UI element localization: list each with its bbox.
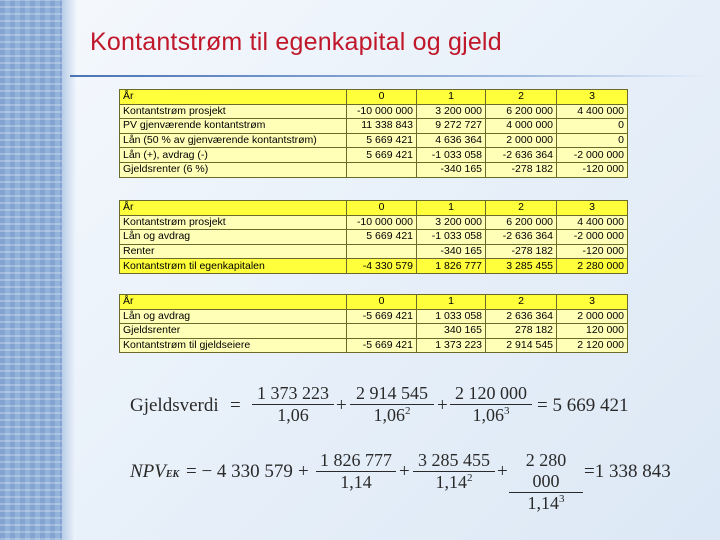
row-label: Kontantstrøm prosjekt	[120, 215, 347, 230]
stripe-fade	[62, 0, 76, 540]
table-total-row	[120, 338, 628, 353]
table-row	[120, 119, 628, 134]
table-row	[120, 324, 628, 339]
header-cell: 2	[486, 90, 557, 105]
cell-value: 3 285 455	[486, 259, 557, 274]
header-cell: 0	[347, 295, 417, 310]
header-cell: 0	[347, 90, 417, 105]
denominator: 1,06	[277, 405, 309, 425]
header-cell: 1	[417, 201, 486, 216]
row-label: PV gjenværende kontantstrøm	[120, 119, 347, 134]
row-label: Gjeldsrenter	[120, 324, 347, 339]
slide-title: Kontantstrøm til egenkapital og gjeld	[90, 28, 502, 56]
cell-value: -2 636 364	[486, 148, 557, 163]
numerator: 1 373 223	[252, 383, 334, 405]
fraction-term-2	[413, 450, 495, 493]
cell-value: 2 000 000	[486, 133, 557, 148]
cell-value: 4 400 000	[557, 104, 628, 119]
cell-value: 6 200 000	[486, 104, 557, 119]
left-decorative-stripe	[0, 0, 62, 540]
numerator: 2 914 545	[350, 383, 434, 405]
table-loan-schedule	[119, 89, 628, 178]
cell-value	[347, 162, 417, 177]
denominator: 1,14$^2$	[435, 472, 473, 492]
exponent: 2	[405, 405, 411, 417]
row-label: Lån og avdrag	[120, 309, 347, 324]
cell-value: -278 182	[486, 244, 557, 259]
subscript: EK	[165, 469, 180, 480]
cell-value: -1 033 058	[417, 230, 486, 245]
exponent: 3	[504, 405, 510, 417]
row-label: Kontantstrøm til egenkapitalen	[120, 259, 347, 274]
plus-sign: +	[399, 461, 410, 482]
first-term: = − 4 330 579	[186, 461, 293, 482]
header-cell: År	[120, 201, 347, 216]
denominator: 1,06$^3$	[472, 405, 510, 425]
cell-value: 3 200 000	[417, 215, 486, 230]
table-header-row	[120, 90, 628, 105]
table-row	[120, 148, 628, 163]
cell-value: -10 000 000	[347, 215, 417, 230]
row-label: Lån (+), avdrag (-)	[120, 148, 347, 163]
cell-value: 5 669 421	[347, 230, 417, 245]
exponent: 2	[467, 472, 473, 484]
cell-value: 3 200 000	[417, 104, 486, 119]
cell-value: 340 165	[417, 324, 486, 339]
denominator: 1,06$^2$	[373, 405, 411, 425]
title-underline	[70, 75, 710, 77]
row-label: Lån (50 % av gjenværende kontantstrøm)	[120, 133, 347, 148]
cell-value: 2 000 000	[557, 309, 628, 324]
table-equity-cashflow	[119, 200, 628, 274]
formula-result: = 5 669 421	[537, 395, 629, 416]
header-cell: 0	[347, 201, 417, 216]
formula-lhs: Gjeldsverdi	[130, 395, 219, 416]
cell-value: 5 669 421	[347, 148, 417, 163]
cell-value: 0	[557, 119, 628, 134]
cell-value: -278 182	[486, 162, 557, 177]
cell-value	[347, 324, 417, 339]
header-cell: År	[120, 295, 347, 310]
cell-value: -5 669 421	[347, 309, 417, 324]
table-debt-cashflow	[119, 294, 628, 353]
header-cell: 1	[417, 90, 486, 105]
row-label: Kontantstrøm prosjekt	[120, 104, 347, 119]
cell-value: 6 200 000	[486, 215, 557, 230]
plus-sign: +	[298, 461, 309, 482]
table-row	[120, 215, 628, 230]
formula-result: =1 338 843	[584, 461, 671, 482]
cell-value: -120 000	[557, 244, 628, 259]
cell-value: 120 000	[557, 324, 628, 339]
cell-value: -2 636 364	[486, 230, 557, 245]
cell-value: 2 636 364	[486, 309, 557, 324]
fraction-term-1	[252, 383, 334, 426]
header-cell: 1	[417, 295, 486, 310]
fraction-term-3	[450, 383, 532, 426]
row-label: Renter	[120, 244, 347, 259]
exponent: 3	[559, 493, 565, 505]
table-total-row	[120, 259, 628, 274]
cell-value: 4 400 000	[557, 215, 628, 230]
cell-value: -340 165	[417, 162, 486, 177]
cell-value: 9 272 727	[417, 119, 486, 134]
equals-sign: =	[230, 395, 241, 416]
numerator: 3 285 455	[413, 450, 495, 472]
cell-value: -10 000 000	[347, 104, 417, 119]
cell-value	[347, 244, 417, 259]
cell-value: 4 636 364	[417, 133, 486, 148]
header-cell: 3	[557, 295, 628, 310]
plus-sign: +	[437, 395, 448, 416]
cell-value: -120 000	[557, 162, 628, 177]
cell-value: 1 373 223	[417, 338, 486, 353]
cell-value: 4 000 000	[486, 119, 557, 134]
cell-value: -5 669 421	[347, 338, 417, 353]
cell-value: -2 000 000	[557, 148, 628, 163]
header-cell: 3	[557, 201, 628, 216]
cell-value: 2 280 000	[557, 259, 628, 274]
header-cell: 3	[557, 90, 628, 105]
fraction-term-2	[350, 383, 434, 426]
table-row	[120, 104, 628, 119]
cell-value: -4 330 579	[347, 259, 417, 274]
cell-value: -340 165	[417, 244, 486, 259]
formula-lhs: NPVEK	[130, 461, 180, 482]
table-header-row	[120, 295, 628, 310]
cell-value: 2 914 545	[486, 338, 557, 353]
fraction-term-1	[316, 450, 396, 493]
table-row	[120, 244, 628, 259]
cell-value: 11 338 843	[347, 119, 417, 134]
numerator: 2 280 000	[509, 450, 583, 493]
denominator: 1,14	[340, 472, 372, 492]
cell-value: 0	[557, 133, 628, 148]
row-label: Kontantstrøm til gjeldseiere	[120, 338, 347, 353]
row-label: Lån og avdrag	[120, 230, 347, 245]
table-row	[120, 162, 628, 177]
table-header-row	[120, 201, 628, 216]
fraction-term-3	[509, 450, 583, 514]
cell-value: 1 826 777	[417, 259, 486, 274]
denominator: 1,14$^3$	[527, 493, 565, 513]
row-label: Gjeldsrenter (6 %)	[120, 162, 347, 177]
numerator: 1 826 777	[316, 450, 396, 472]
cell-value: 278 182	[486, 324, 557, 339]
table-row	[120, 309, 628, 324]
header-cell: 2	[486, 201, 557, 216]
cell-value: 1 033 058	[417, 309, 486, 324]
header-cell: År	[120, 90, 347, 105]
cell-value: -1 033 058	[417, 148, 486, 163]
header-cell: 2	[486, 295, 557, 310]
table-row	[120, 230, 628, 245]
cell-value: 5 669 421	[347, 133, 417, 148]
cell-value: -2 000 000	[557, 230, 628, 245]
cell-value: 2 120 000	[557, 338, 628, 353]
plus-sign: +	[497, 461, 508, 482]
table-row	[120, 133, 628, 148]
plus-sign: +	[336, 395, 347, 416]
numerator: 2 120 000	[450, 383, 532, 405]
